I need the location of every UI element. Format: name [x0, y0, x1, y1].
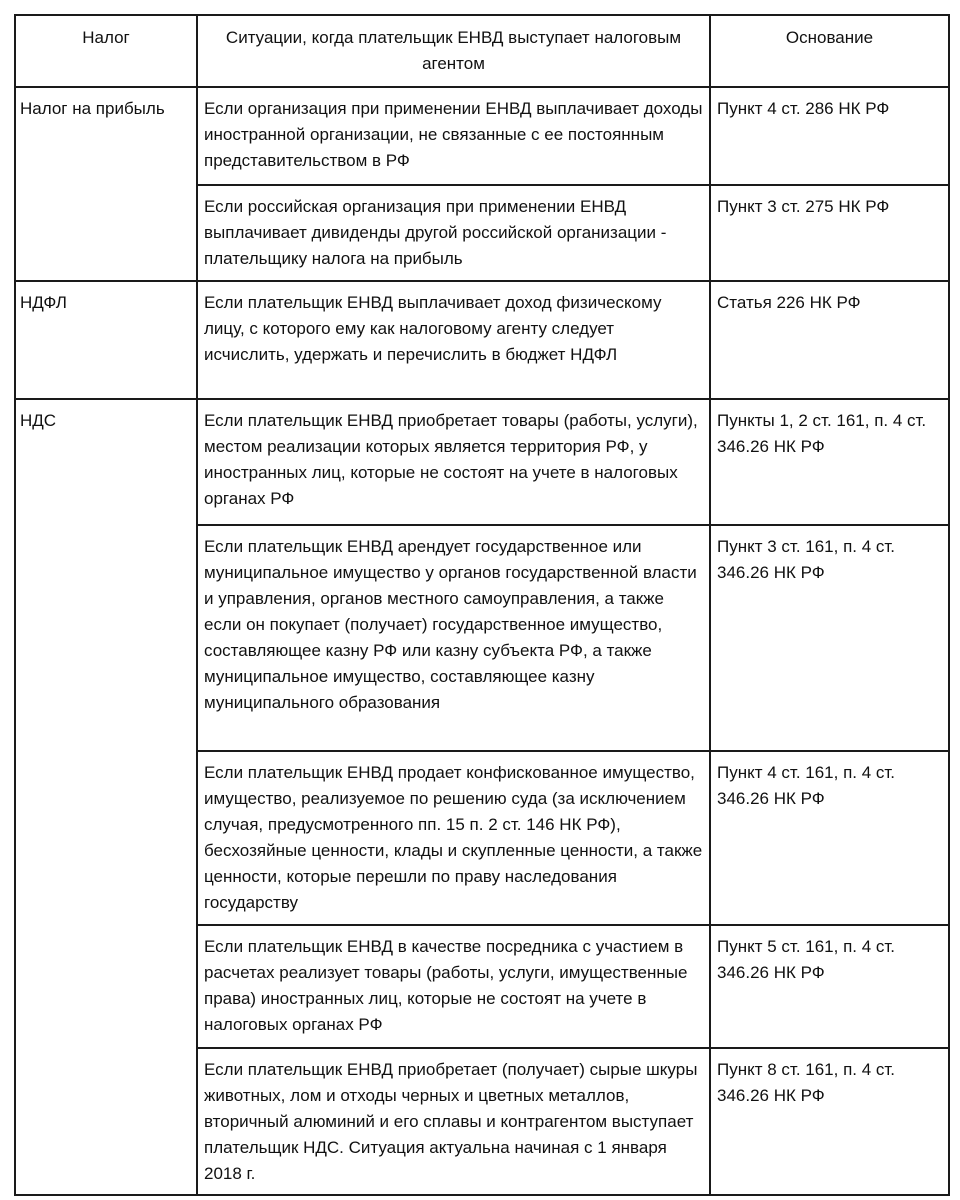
tax-name-cell: НДС [15, 399, 197, 1195]
header-situation: Ситуации, когда плательщик ЕНВД выступает налоговым агентом [197, 15, 710, 87]
header-tax: Налог [15, 15, 197, 87]
situation-cell: Если плательщик ЕНВД арендует государственное или муниципальное имущество у органов государственной власти и управления, органов местного самоуправления, а также если он покупает (получает) государственное имущество, составляющее казну РФ или казну субъекта РФ, а также муниципальное имущество, составляющее казну муниципального образования [197, 525, 710, 751]
table-row [15, 87, 949, 185]
basis-cell: Пункт 8 ст. 161, п. 4 ст. 346.26 НК РФ [710, 1048, 949, 1195]
basis-cell: Пункт 5 ст. 161, п. 4 ст. 346.26 НК РФ [710, 925, 949, 1048]
basis-cell: Пункт 3 ст. 161, п. 4 ст. 346.26 НК РФ [710, 525, 949, 751]
header-row [15, 15, 949, 87]
basis-cell: Статья 226 НК РФ [710, 281, 949, 399]
tax-agent-table [14, 14, 950, 1196]
basis-cell: Пункты 1, 2 ст. 161, п. 4 ст. 346.26 НК РФ [710, 399, 949, 525]
header-basis: Основание [710, 15, 949, 87]
situation-cell: Если организация при применении ЕНВД выплачивает доходы иностранной организации, не связанные с ее постоянным представительством в РФ [197, 87, 710, 185]
situation-cell: Если плательщик ЕНВД приобретает (получает) сырые шкуры животных, лом и отходы черных и цветных металлов, вторичный алюминий и его сплавы и контрагентом выступает плательщик НДС. Ситуация актуальна начиная с 1 января 2018 г. [197, 1048, 710, 1195]
basis-cell: Пункт 3 ст. 275 НК РФ [710, 185, 949, 281]
situation-cell: Если плательщик ЕНВД в качестве посредника с участием в расчетах реализует товары (работы, услуги, имущественные права) иностранных лиц, которые не состоят на учете в налоговых органах РФ [197, 925, 710, 1048]
table-row [15, 281, 949, 399]
basis-cell: Пункт 4 ст. 286 НК РФ [710, 87, 949, 185]
situation-cell: Если плательщик ЕНВД выплачивает доход физическому лицу, с которого ему как налоговому агенту следует исчислить, удержать и перечислить в бюджет НДФЛ [197, 281, 710, 399]
situation-cell: Если плательщик ЕНВД продает конфискованное имущество, имущество, реализуемое по решению суда (за исключением случая, предусмотренного пп. 15 п. 2 ст. 146 НК РФ), бесхозяйные ценности, клады и скупленные ценности, а также ценности, которые перешли по праву наследования государству [197, 751, 710, 925]
table-row [15, 399, 949, 525]
tax-name-cell: Налог на прибыль [15, 87, 197, 281]
basis-cell: Пункт 4 ст. 161, п. 4 ст. 346.26 НК РФ [710, 751, 949, 925]
situation-cell: Если плательщик ЕНВД приобретает товары (работы, услуги), местом реализации которых является территория РФ, у иностранных лиц, которые не состоят на учете в налоговых органах РФ [197, 399, 710, 525]
tax-name-cell: НДФЛ [15, 281, 197, 399]
situation-cell: Если российская организация при применении ЕНВД выплачивает дивиденды другой российской организации - плательщику налога на прибыль [197, 185, 710, 281]
